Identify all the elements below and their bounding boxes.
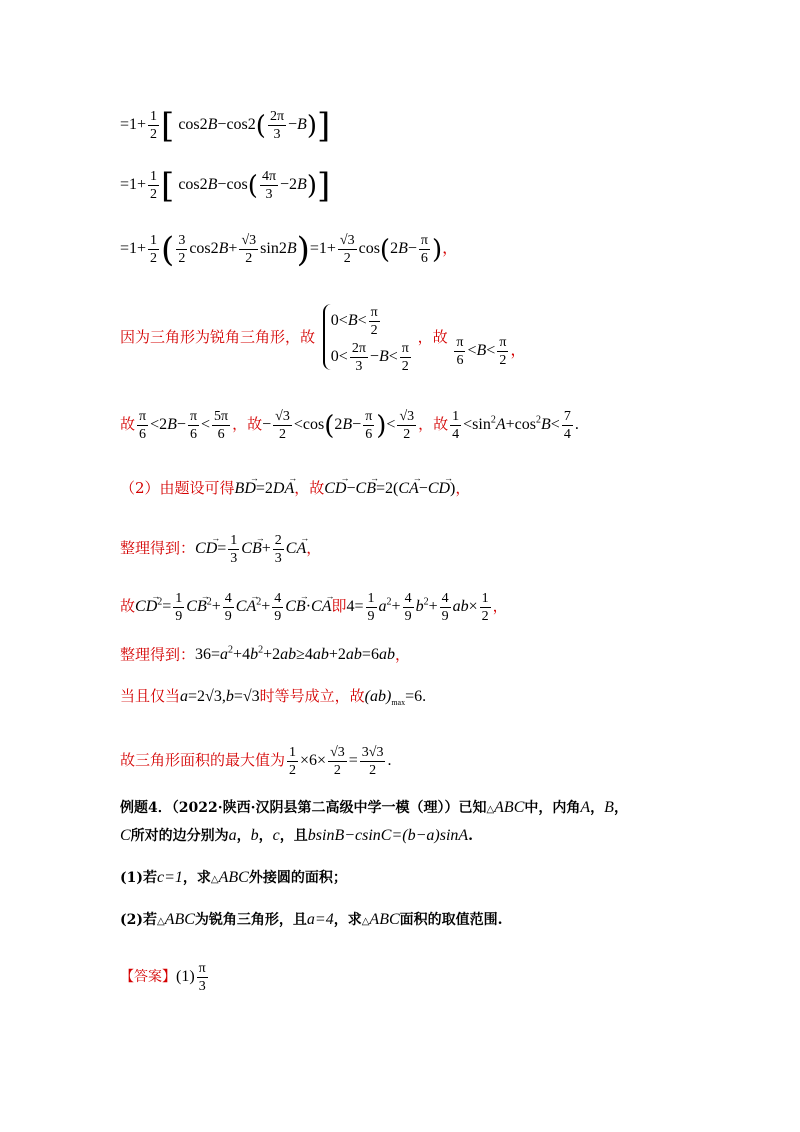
expr: BD →=2DA → bbox=[235, 480, 295, 497]
text: cos bbox=[358, 240, 380, 258]
fraction: $\frac{2\pi}{3}$ bbox=[269, 109, 285, 142]
text: ，故 bbox=[294, 479, 325, 497]
system-row-1: 0<B< $\frac{\pi}{2}$ bbox=[330, 305, 378, 338]
inequality-system bbox=[323, 304, 413, 374]
expr: CD →$^2$= $\frac{1}{9}$ CB →$^2$+ $\frac{4}{9}$ CA →$^2$+ $\frac{4}{9}$ CB →·CA → bbox=[135, 598, 331, 615]
part2-start-line bbox=[120, 478, 470, 499]
text: ， bbox=[613, 800, 628, 816]
text: −2 bbox=[280, 176, 298, 194]
fraction: $\frac{\pi}{6}$ bbox=[420, 233, 428, 266]
var: B bbox=[286, 240, 297, 258]
max-area-line bbox=[120, 744, 391, 779]
equation-line-2 bbox=[120, 165, 331, 206]
punct: ， bbox=[394, 645, 410, 664]
system-row-2: 0< $\frac{2\pi}{3}$ −B< $\frac{\pi}{2}$ bbox=[330, 341, 409, 374]
expr: △ABC bbox=[157, 911, 195, 928]
text: sin2 bbox=[260, 240, 287, 258]
fraction: $\frac{1}{2}$ bbox=[150, 109, 158, 142]
punct: ， bbox=[442, 240, 459, 258]
expr: 4= $\frac{1}{9}$ $a^2+$ $\frac{4}{9}$ $b^2+$ $\frac{4}{9}$ ab× $\frac{1}{2}$ bbox=[346, 591, 489, 624]
answer-line bbox=[120, 960, 210, 995]
answer-label: 【答案】 bbox=[120, 969, 176, 986]
paren: ) bbox=[306, 110, 317, 141]
text: 故三角形面积的最大值为 bbox=[120, 751, 286, 770]
expr: $36=a^2+4b^2+2ab\ge 4ab+2ab=6ab$ bbox=[195, 645, 395, 664]
text: − bbox=[407, 240, 417, 258]
expr: △ABC bbox=[361, 911, 400, 928]
range-line bbox=[120, 408, 579, 443]
text: 面积的取值范围. bbox=[399, 912, 503, 928]
text: =1+ bbox=[120, 240, 147, 258]
bracket: ] bbox=[316, 165, 331, 206]
text: (2)若 bbox=[120, 912, 157, 928]
paren: ( bbox=[161, 229, 175, 270]
var: B bbox=[297, 176, 307, 194]
text: 例题4．（2022·陕西·汉阴县第二高级中学一模（理））已知 bbox=[120, 800, 487, 816]
answer-value: (1) $\frac{\pi}{3}$ bbox=[176, 961, 206, 994]
text: （2）由题设可得 bbox=[120, 479, 235, 497]
text: =1+ bbox=[120, 116, 147, 134]
text: ，故 bbox=[418, 415, 449, 434]
text: =1+ bbox=[120, 176, 147, 194]
punct: ， bbox=[306, 539, 322, 558]
text: 时等号成立，故 bbox=[259, 687, 365, 705]
text: (1)若 bbox=[120, 870, 157, 886]
expr: c=1 bbox=[157, 869, 183, 886]
text: 2 bbox=[390, 240, 399, 258]
bracket: ] bbox=[316, 105, 331, 146]
text: 为锐角三角形，且 bbox=[194, 912, 307, 928]
range-result: $\frac{\pi}{6}$ <B< $\frac{\pi}{2}$ ， bbox=[456, 334, 527, 368]
fraction: $\frac{1}{2}$ bbox=[150, 233, 158, 266]
square-line bbox=[120, 590, 508, 625]
bracket: [ bbox=[161, 165, 175, 206]
expr: $\frac{1}{2}$ ×6× $\frac{√3}{2}$ = $\frac{3√3}{2}$ . bbox=[289, 745, 392, 778]
var: C bbox=[120, 827, 131, 844]
var: B bbox=[207, 176, 218, 194]
equation-line-3 bbox=[120, 229, 459, 270]
example-body: C所对的边分别为a，b，c，且bsinB−csinC=(b−a)sinA. bbox=[120, 827, 474, 844]
paren: ) bbox=[306, 170, 317, 201]
fraction: $\frac{3}{2}$ bbox=[178, 233, 186, 266]
vector-line bbox=[120, 532, 321, 567]
equality-line bbox=[120, 686, 426, 713]
expr: a=4 bbox=[306, 911, 334, 928]
var: B bbox=[604, 799, 614, 816]
text: =1+ bbox=[309, 240, 336, 258]
question-2 bbox=[120, 910, 503, 932]
inequality-line bbox=[120, 641, 410, 665]
fraction: $\frac{√3}{2}$ bbox=[339, 233, 355, 266]
paren: ) bbox=[296, 229, 310, 270]
paren: ( bbox=[247, 170, 258, 201]
var: b bbox=[250, 827, 259, 844]
expr: CD →−CB →=2(CA →−CD →) bbox=[324, 480, 455, 497]
acute-condition-line bbox=[120, 304, 527, 374]
text: 即 bbox=[331, 597, 347, 616]
var: B bbox=[297, 116, 307, 134]
text: cos2 bbox=[178, 116, 208, 134]
var: c bbox=[272, 827, 280, 844]
expr: $\frac{1}{4}$ $<\sin^2A+\cos^2B<$ $\frac{7}{4}$ . bbox=[452, 409, 579, 442]
text: 故 bbox=[120, 597, 136, 616]
expr: CD →= $\frac{1}{3}$ CB →+ $\frac{2}{3}$ CA → bbox=[195, 540, 306, 557]
expr: △ABC bbox=[210, 869, 249, 886]
question-1 bbox=[120, 868, 347, 890]
text: + bbox=[228, 240, 238, 258]
text: 所对的边分别为 bbox=[130, 828, 229, 844]
fraction: $\frac{√3}{2}$ bbox=[241, 233, 257, 266]
text: ，故 bbox=[232, 415, 263, 434]
paren: ( bbox=[255, 110, 266, 141]
var: A bbox=[580, 799, 591, 816]
text: 中，内角 bbox=[524, 800, 581, 816]
fraction: $\frac{4\pi}{3}$ bbox=[261, 169, 277, 202]
equation: bsinB−csinC=(b−a)sinA bbox=[307, 827, 469, 844]
text: cos2 bbox=[178, 176, 208, 194]
var: B bbox=[218, 240, 229, 258]
text: ，且 bbox=[279, 828, 308, 844]
expr: a=2√3,b=√3 bbox=[180, 688, 260, 705]
text: ，求 bbox=[182, 870, 211, 886]
text: 故 bbox=[120, 415, 136, 434]
text: − bbox=[288, 116, 298, 134]
var: B bbox=[207, 116, 218, 134]
expr: $\frac{\pi}{6}$ <2B− $\frac{\pi}{6}$ < $\frac{5\pi}{6}$ bbox=[139, 409, 229, 442]
text: 整理得到： bbox=[120, 539, 196, 558]
punct: ， bbox=[492, 597, 508, 616]
text: ， bbox=[590, 800, 605, 816]
punct: ， bbox=[455, 479, 471, 497]
fraction: $\frac{1}{2}$ bbox=[150, 169, 158, 202]
example-title bbox=[120, 798, 628, 820]
expr: △ABC bbox=[486, 799, 525, 816]
text: 当且仅当 bbox=[120, 687, 181, 705]
var: B bbox=[398, 240, 408, 258]
equation-line-1 bbox=[120, 105, 331, 146]
text: −cos bbox=[217, 176, 248, 194]
text: 外接圆的面积； bbox=[248, 870, 347, 886]
text: −cos2 bbox=[217, 116, 256, 134]
bracket: [ bbox=[161, 105, 175, 146]
text: 因为三角形为锐角三角形，故 bbox=[120, 328, 316, 346]
paren: ( bbox=[379, 234, 391, 265]
paren: ) bbox=[431, 234, 443, 265]
expr: − $\frac{√3}{2}$ <cos(2B− $\frac{\pi}{6}$ )< $\frac{√3}{2}$ bbox=[262, 409, 415, 442]
text: cos2 bbox=[189, 240, 219, 258]
var: a bbox=[228, 827, 237, 844]
text: 整理得到： bbox=[120, 645, 196, 664]
text: ，求 bbox=[333, 912, 362, 928]
punct: . bbox=[468, 828, 474, 844]
text: ，故 bbox=[417, 328, 448, 346]
expr: $(ab)_{max}=6$. bbox=[364, 688, 427, 708]
